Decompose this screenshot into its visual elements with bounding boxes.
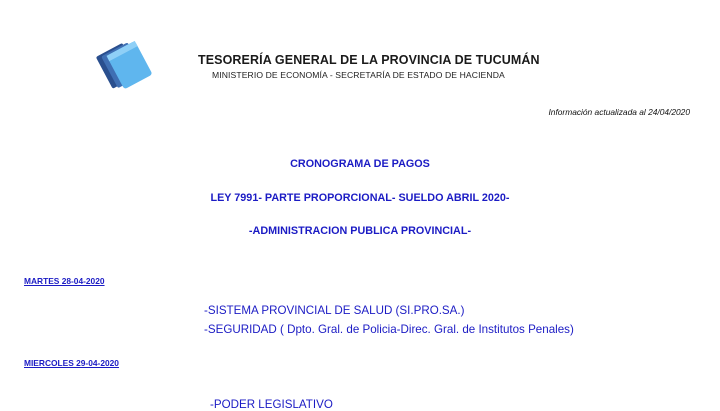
schedule-item: -SEGURIDAD ( Dpto. Gral. de Policia-Direc. Gral. de Institutos Penales): [204, 323, 574, 336]
schedule-item: -PODER LEGISLATIVO: [210, 398, 333, 411]
schedule-heading: CRONOGRAMA DE PAGOS: [290, 158, 430, 170]
folders-logo-icon: [88, 34, 154, 94]
updated-note: Información actualizada al 24/04/2020: [548, 107, 690, 117]
organization-title: TESORERÍA GENERAL DE LA PROVINCIA DE TUCUMÁN: [198, 53, 540, 67]
organization-subtitle: MINISTERIO DE ECONOMÍA - SECRETARÍA DE ESTADO DE HACIENDA: [212, 70, 505, 80]
schedule-item: -SISTEMA PROVINCIAL DE SALUD (SI.PRO.SA.): [204, 304, 465, 317]
date-header-wednesday: MIERCOLES 29-04-2020: [24, 358, 119, 368]
date-header-tuesday: MARTES 28-04-2020: [24, 276, 105, 286]
administration-heading: -ADMINISTRACION PUBLICA PROVINCIAL-: [248, 225, 472, 237]
law-heading: LEY 7991- PARTE PROPORCIONAL- SUELDO ABRIL 2020-: [210, 192, 510, 204]
